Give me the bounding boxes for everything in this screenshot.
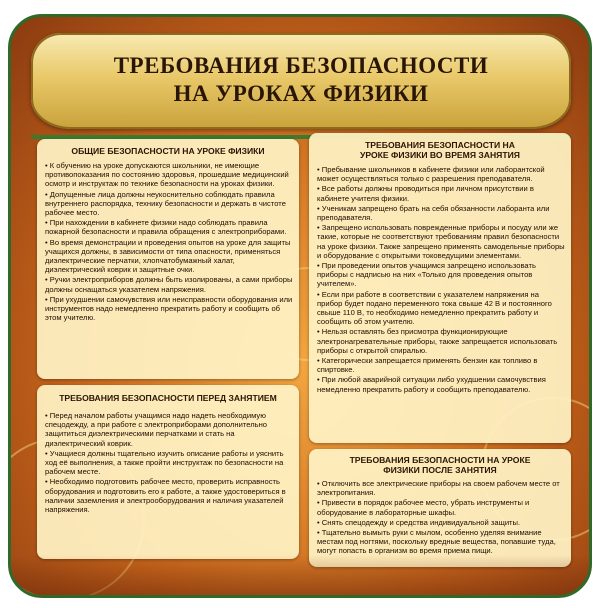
list-item: • Отключить все электрические приборы на своем рабочем месте от электропитания. bbox=[317, 479, 560, 498]
panel-title: ОБЩИЕ БЕЗОПАСНОСТИ НА УРОКЕ ФИЗИКИ bbox=[71, 146, 265, 156]
list-item: • Необходимо подготовить рабочее место, проверить исправность оборудования и подготовить его к работе, а также удостовериться в наличии заземления и электрооборудования и наличия указателей напряжения. bbox=[45, 477, 286, 515]
list-item: • Запрещено использовать поврежденные приборы и посуду или же такие, которые не соответствуют требованиям правил безопасности на уроке физики. Также запрещено применять самодельные приборы и оборудование с открытыми токоведущими элементами. bbox=[317, 223, 565, 260]
list-item: • Тщательно вымыть руки с мылом, особенно уделяя внимание местам под ногтями, поскольку вредные вещества, попавшие туда, могут попасть в организм во время приема пищи. bbox=[317, 528, 556, 556]
page-title-line1: ТРЕБОВАНИЯ БЕЗОПАСНОСТИ bbox=[113, 53, 489, 78]
list-item: • Нельзя оставлять без присмотра функционирующие электронагревательные приборы, также запрещается использовать приборы с открытой спиралью. bbox=[317, 327, 558, 355]
list-item: • Во время демонстрации и проведения опытов на уроке для защиты учащихся должны, в зависимости от типа опасности, применяться диэлектрические перчатки, хлопчатобумажный халат, диэлектрический коврик и защитные очки. bbox=[45, 237, 291, 275]
list-item: • Привести в порядок рабочее место, убрать инструменты и оборудование в лабораторные шкафы. bbox=[317, 498, 530, 517]
list-item: • При любой аварийной ситуации либо ухудшении самочувствия немедленно прекратить работу и сообщить преподавателю. bbox=[317, 375, 546, 394]
panel-title-line1: ТРЕБОВАНИЯ БЕЗОПАСНОСТИ НА bbox=[365, 140, 515, 150]
list-item: • При проведении опытов учащимся запрещено использовать приборы с надписью на них «Только для проведения опытов учителем». bbox=[317, 261, 536, 289]
list-item: • При ухудшении самочувствия или неисправности оборудования или инструментов надо немедленно прекратить работу и сообщить об этом учителю. bbox=[45, 294, 293, 323]
panel-title-line2: ФИЗИКИ ПОСЛЕ ЗАНЯТИЯ bbox=[383, 465, 497, 475]
panel-title-line1: ТРЕБОВАНИЯ БЕЗОПАСНОСТИ НА УРОКЕ bbox=[349, 455, 531, 465]
list-item: • Все работы должны проводиться при личном присутствии в кабинете учителя физики. bbox=[317, 184, 534, 203]
panel-body bbox=[317, 165, 565, 395]
panel-title-line2: УРОКЕ ФИЗИКИ ВО ВРЕМЯ ЗАНЯТИЯ bbox=[360, 150, 520, 160]
panel-general-safety bbox=[37, 139, 299, 379]
list-item: • Пребывание школьников в кабинете физики или лаборантской может осуществляться только с разрешения преподавателя. bbox=[317, 165, 545, 184]
panel-title: ТРЕБОВАНИЯ БЕЗОПАСНОСТИ ПЕРЕД ЗАНЯТИЕМ bbox=[59, 393, 277, 403]
panel-after-class bbox=[309, 449, 571, 567]
list-item: • Если при работе в соответствии с указателем напряжения на прибор будет подано переменного тока свыше 42 В и постоянного свыше 110 В, то необходимо немедленно прекратить работу и сообщить об этом учителю. bbox=[317, 289, 552, 327]
panel-body bbox=[45, 161, 293, 323]
page-title-line2: НА УРОКАХ ФИЗИКИ bbox=[173, 81, 429, 106]
list-item: • Учащиеся должны тщательно изучить описание работы и уяснить ход её выполнения, а также пройти инструктаж по безопасности на рабочем месте. bbox=[45, 448, 284, 477]
list-item: • К обучению на уроке допускаются школьники, не имеющие противопоказания по состоянию здоровья, прошедшие медицинский осмотр и инструктаж по технике безопасности на уроках физики. bbox=[45, 161, 289, 189]
panel-body bbox=[45, 411, 293, 515]
panel-before-class bbox=[37, 385, 299, 559]
header-plate bbox=[31, 33, 571, 129]
list-item: • При нахождении в кабинете физики надо соблюдать правила пожарной безопасности и правила обращения с электроприборами. bbox=[45, 218, 287, 237]
list-item: • Снять спецодежду и средства индивидуальной защиты. bbox=[317, 517, 521, 527]
info-stand bbox=[8, 14, 592, 598]
list-item: • Ручки электроприборов должны быть изолированы, а сами приборы должны оснащаться указателем напряжения. bbox=[45, 275, 293, 294]
list-item: • Ученикам запрещено брать на себя обязанности лаборанта или преподавателя. bbox=[317, 203, 550, 223]
list-item: • Перед началом работы учащимся надо надеть необходимую спецодежду, а при работе с электроприборами дополнительно защититься диэлектрическими перчатками и стать на диэлектрический коврик. bbox=[45, 411, 268, 448]
panel-during-class bbox=[309, 133, 571, 443]
panel-body bbox=[317, 479, 565, 557]
list-item: • Категорически запрещается применять бензин как топливо в спиртовке. bbox=[317, 356, 538, 375]
list-item: • Допущенные лица должны неукоснительно соблюдать правила внутреннего распорядка, технику безопасности и держать в чистоте рабочее место. bbox=[45, 189, 286, 218]
